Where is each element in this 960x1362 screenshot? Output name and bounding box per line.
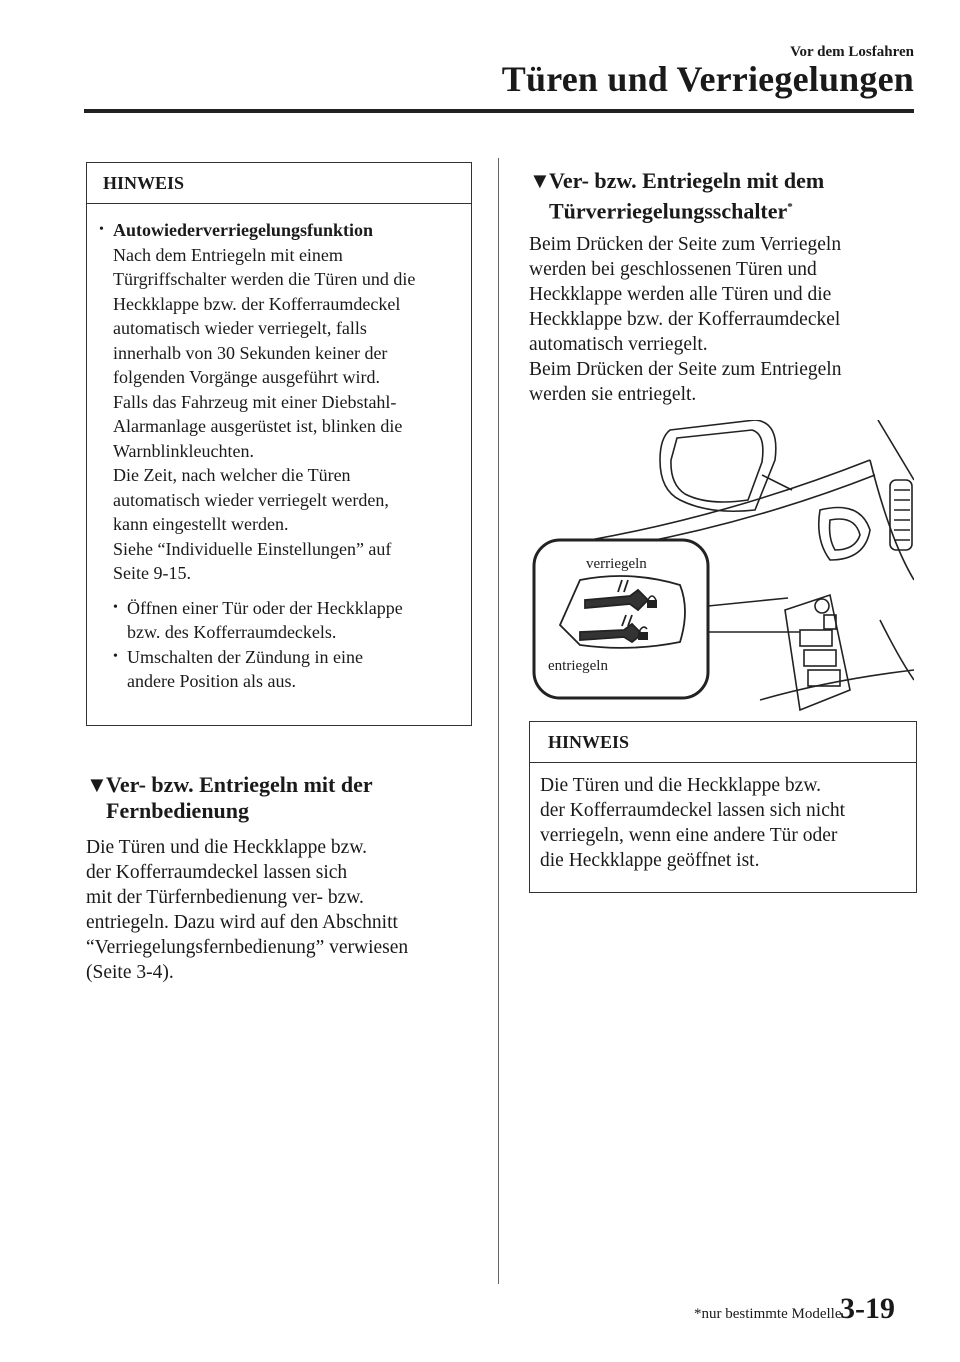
label-lock: verriegeln bbox=[586, 556, 647, 572]
sub-item-line: Öffnen einer Tür oder der Heckklappe bbox=[127, 597, 403, 618]
note-line: folgenden Vorgänge ausgeführt wird. bbox=[113, 367, 380, 387]
sub-item bbox=[113, 596, 465, 645]
sub-list bbox=[99, 596, 465, 694]
body-line: Heckklappe bzw. der Kofferraumdeckel bbox=[529, 309, 841, 330]
body-line: Beim Drücken der Seite zum Entriegeln bbox=[529, 359, 842, 380]
note-box-auto-relock bbox=[86, 162, 472, 726]
triangle-marker-icon: ▼ bbox=[529, 168, 551, 193]
header-rule bbox=[84, 109, 914, 113]
note-line: die Heckklappe geöffnet ist. bbox=[540, 850, 760, 871]
note-line: Heckklappe bzw. der Kofferraumdeckel bbox=[113, 293, 401, 314]
page-number: 3-19 bbox=[840, 1292, 895, 1325]
section-title-line: Ver- bzw. Entriegeln mit dem bbox=[549, 168, 825, 193]
body-line: Beim Drücken der Seite zum Verriegeln bbox=[529, 234, 842, 255]
body-line: werden sie entriegelt. bbox=[529, 384, 697, 405]
door-lock-switch-illustration bbox=[530, 420, 914, 720]
note-line: Warnblinkleuchten. bbox=[113, 440, 255, 461]
feature-title: Autowiederverriegelungsfunktion bbox=[113, 220, 373, 240]
bullet-item bbox=[99, 218, 465, 586]
body-line: (Seite 3-4). bbox=[86, 962, 174, 983]
bullet-mark: • bbox=[99, 222, 104, 237]
body-line: entriegeln. Dazu wird auf den Abschnitt bbox=[86, 912, 398, 933]
body-line: automatisch verriegelt. bbox=[529, 334, 708, 355]
body-line: Die Türen und die Heckklappe bzw. bbox=[86, 837, 368, 858]
section-title-line: Ver- bzw. Entriegeln mit der bbox=[106, 772, 373, 797]
note-line: innerhalb von 30 Sekunden keiner der bbox=[113, 342, 388, 363]
note-line: Die Zeit, nach welcher die Türen bbox=[113, 465, 351, 485]
note-line: Siehe “Individuelle Einstellungen” auf bbox=[113, 538, 392, 559]
note-heading: HINWEIS bbox=[530, 722, 916, 763]
note-line: kann eingestellt werden. bbox=[113, 514, 289, 534]
note-line: automatisch wieder verriegelt werden, bbox=[113, 489, 389, 510]
header-chapter: Vor dem Losfahren bbox=[790, 44, 914, 60]
note-line: Alarmanlage ausgerüstet ist, blinken die bbox=[113, 416, 403, 436]
sub-item-line: Umschalten der Zündung in eine bbox=[127, 646, 363, 667]
body-line: “Verriegelungsfernbedienung” verwiesen bbox=[86, 937, 409, 958]
section-body-remote bbox=[86, 835, 408, 985]
note-body bbox=[530, 763, 916, 873]
footer-model-note: *nur bestimmte Modelle bbox=[694, 1306, 842, 1322]
sub-item-line: andere Position als aus. bbox=[127, 671, 296, 691]
section-title-line: Fernbedienung bbox=[106, 798, 250, 823]
note-line: automatisch wieder verriegelt, falls bbox=[113, 318, 367, 338]
section-heading-switch bbox=[529, 168, 824, 224]
sub-item-line: bzw. des Kofferraumdeckels. bbox=[127, 622, 337, 642]
body-line: der Kofferraumdeckel lassen sich bbox=[86, 862, 348, 883]
note-line: Die Türen und die Heckklappe bzw. bbox=[540, 775, 822, 796]
page-title: Türen und Verriegelungen bbox=[501, 59, 914, 99]
note-heading: HINWEIS bbox=[87, 163, 471, 204]
note-line: Nach dem Entriegeln mit einem bbox=[113, 244, 343, 265]
note-body bbox=[87, 204, 471, 694]
asterisk-mark: * bbox=[787, 201, 793, 213]
column-divider bbox=[498, 158, 499, 1284]
note-line: Türgriffschalter werden die Türen und die bbox=[113, 269, 416, 289]
body-line: werden bei geschlossenen Türen und bbox=[529, 259, 817, 280]
triangle-marker-icon: ▼ bbox=[86, 772, 108, 797]
note-line: verriegeln, wenn eine andere Tür oder bbox=[540, 825, 838, 846]
bullet-mark: • bbox=[113, 599, 118, 615]
section-body-switch bbox=[529, 232, 841, 407]
sub-item bbox=[113, 645, 465, 694]
note-line: Seite 9-15. bbox=[113, 563, 191, 583]
body-line: mit der Türfernbedienung ver- bzw. bbox=[86, 887, 364, 908]
section-heading-remote bbox=[86, 772, 373, 824]
note-line: der Kofferraumdeckel lassen sich nicht bbox=[540, 800, 846, 821]
note-box-lock-condition bbox=[529, 721, 917, 893]
section-title-line: Türverriegelungsschalter bbox=[549, 198, 788, 224]
note-line: Falls das Fahrzeug mit einer Diebstahl- bbox=[113, 391, 397, 412]
body-line: Heckklappe werden alle Türen und die bbox=[529, 284, 832, 305]
bullet-mark: • bbox=[113, 648, 118, 664]
label-unlock: entriegeln bbox=[548, 658, 608, 674]
